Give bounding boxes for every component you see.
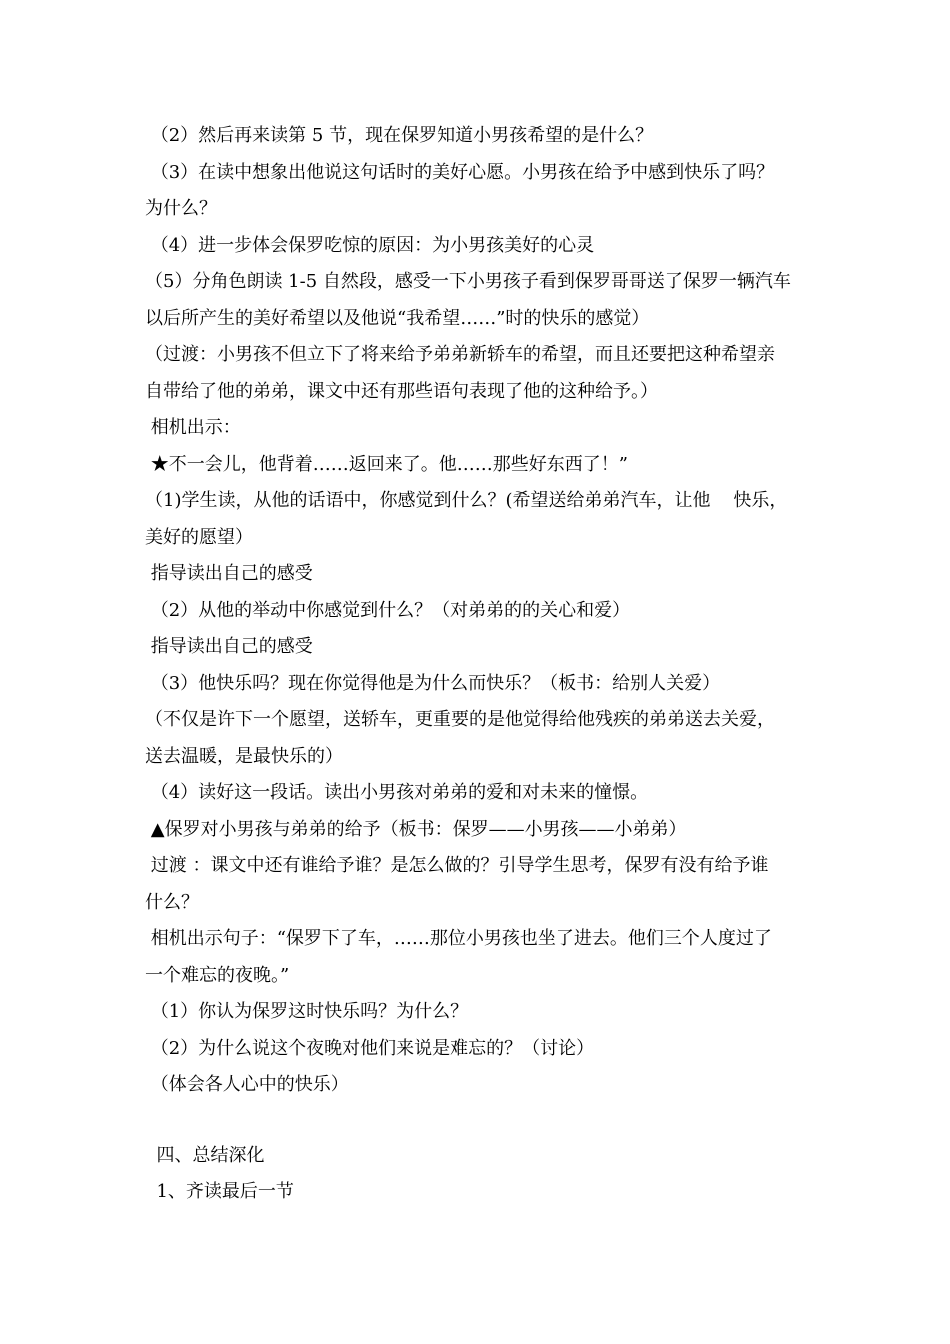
text-line: （4）进一步体会保罗吃惊的原因：为小男孩美好的心灵 [145, 234, 595, 256]
text-line: （体会各人心中的快乐） [145, 1074, 349, 1095]
text-line: 一个难忘的夜晚。” [145, 964, 290, 986]
text-line: 指导读出自己的感受 [145, 563, 313, 584]
text-line: 过渡 ：课文中还有谁给予谁？是怎么做的？引导学生思考，保罗有没有给予谁 [145, 855, 769, 876]
text-line: （2）从他的举动中你感觉到什么？（对弟弟的的关心和爱） [145, 599, 631, 621]
text-line: ▲保罗对小男孩与弟弟的给予（板书：保罗——小男孩——小弟弟） [145, 818, 687, 840]
text-line: ★不一会儿，他背着……返回来了。他……那些好东西了！” [145, 453, 628, 475]
text-line: （4）读好这一段话。读出小男孩对弟弟的爱和对未来的憧憬。 [145, 782, 649, 803]
text-line: （1）你认为保罗这时快乐吗？为什么？ [145, 1001, 469, 1022]
text-line: 以后所产生的美好希望以及他说“我希望……”时的快乐的感觉） [145, 307, 650, 329]
text-line: 送去温暖，是最快乐的） [145, 745, 343, 767]
text-line: 什么？ [145, 891, 199, 913]
text-line: （1)学生读，从他的话语中，你感觉到什么？(希望送给弟弟汽车，让他 快乐， [145, 490, 788, 511]
text-line: 相机出示句子：“保罗下了车，……那位小男孩也坐了进去。他们三个人度过了 [145, 928, 772, 949]
section-item: 1、齐读最后一节 [145, 1181, 294, 1202]
document-page [145, 118, 815, 1211]
text-line: （5）分角色朗读 1-5 自然段，感受一下小男孩子看到保罗哥哥送了保罗一辆汽车 [145, 271, 791, 292]
blank-line [145, 1104, 815, 1138]
text-line: （2）然后再来读第 5 节，现在保罗知道小男孩希望的是什么？ [145, 125, 654, 146]
text-line: （过渡：小男孩不但立下了将来给予弟弟新轿车的希望，而且还要把这种希望亲 [145, 344, 775, 365]
text-line: 相机出示： [145, 417, 241, 438]
text-line: （2）为什么说这个夜晚对他们来说是难忘的？（讨论） [145, 1037, 595, 1059]
text-line: 美好的愿望） [145, 526, 253, 548]
text-line: （不仅是许下一个愿望，送轿车，更重要的是他觉得给他残疾的弟弟送去关爱， [145, 709, 775, 730]
text-line: （3）在读中想象出他说这句话时的美好心愿。小男孩在给予中感到快乐了吗？ [145, 161, 775, 183]
text-line: 为什么？ [145, 198, 217, 219]
text-line: 指导读出自己的感受 [145, 636, 313, 657]
section-heading: 四、总结深化 [145, 1144, 265, 1166]
text-line: 自带给了他的弟弟，课文中还有那些语句表现了他的这种给予。） [145, 380, 658, 402]
text-line: （3）他快乐吗？现在你觉得他是为什么而快乐？（板书：给别人关爱） [145, 672, 721, 694]
